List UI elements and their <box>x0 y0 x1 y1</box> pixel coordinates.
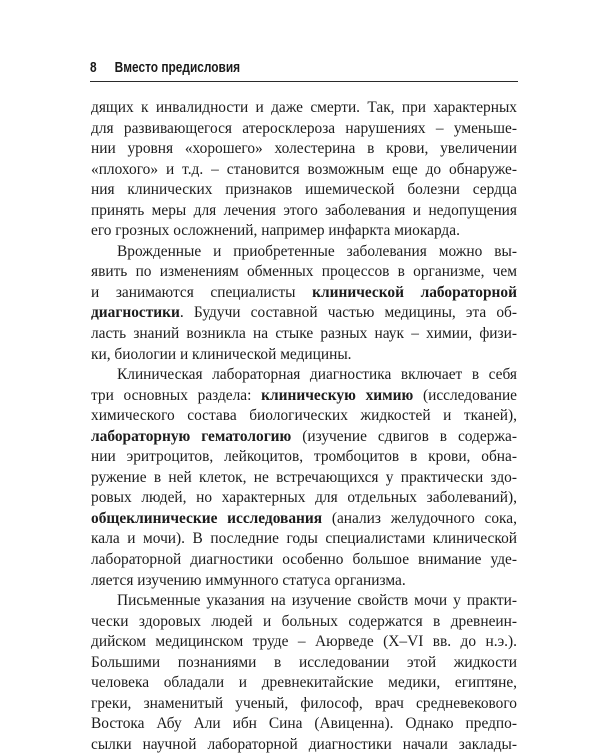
text-run: нии уровня «хорошего» холестерина в крови, увеличении <box>91 140 517 158</box>
running-header <box>90 58 438 78</box>
text-line <box>91 509 517 530</box>
text-line <box>91 160 517 181</box>
text-line <box>91 612 517 633</box>
text-run: ляется изучению иммунного статуса организма. <box>91 571 406 589</box>
header-rule <box>90 81 518 82</box>
text-run: Востока Абу Али ибн Сина (Авиценна). Однако предпо- <box>91 715 517 733</box>
bold-term: клинической лабораторной <box>312 283 517 301</box>
text-line <box>91 139 517 160</box>
text-run: нии эритроцитов, лейкоцитов, тромбоцитов в крови, обна- <box>91 448 517 466</box>
paragraph <box>91 591 517 755</box>
page-number: 8 <box>90 60 97 76</box>
paragraph <box>91 242 517 365</box>
text-run: (анализ желудочного сока, <box>322 509 517 527</box>
text-run: Клиническая лабораторная диагностика включает в себя <box>117 366 517 384</box>
text-run: ровых людей, но характерных для отдельных заболеваний), <box>91 489 517 507</box>
text-run: . Будучи составной частью медицины, эта об- <box>179 304 517 322</box>
text-line <box>91 303 517 324</box>
text-run: ласть знаний возникла на стыке разных наук – химии, физи- <box>91 325 517 343</box>
text-run: ки, биологии и клинической медицины. <box>91 345 352 363</box>
text-line <box>91 653 517 674</box>
text-run: Письменные указания на изучение свойств мочи у практи- <box>117 592 517 610</box>
bold-term: клиническую химию <box>261 386 414 404</box>
text-run: его грозных осложнений, например инфаркта миокарда. <box>91 222 460 240</box>
text-line <box>91 632 517 653</box>
text-line <box>91 365 517 386</box>
text-line <box>91 386 517 407</box>
text-line <box>91 468 517 489</box>
text-line <box>91 447 517 468</box>
text-run: лабораторной диагностики особенно большое внимание уде- <box>91 551 517 569</box>
text-line <box>91 714 517 735</box>
text-line <box>91 345 517 366</box>
text-run: «плохого» и т.д. – становится возможным еще до обнаруже- <box>91 160 517 178</box>
text-run: (изучение сдвигов в содержа- <box>291 427 517 445</box>
text-run: химического состава биологических жидкостей и тканей), <box>91 407 517 425</box>
paragraph <box>91 98 517 242</box>
text-line <box>91 242 517 263</box>
text-run: ния клинических признаков ишемической болезни сердца <box>91 181 517 199</box>
text-run: человека обладали и древнекитайские медики, египтяне, <box>91 674 517 692</box>
text-line <box>91 427 517 448</box>
text-run: сылки научной лабораторной диагностики начали заклады- <box>91 735 517 753</box>
text-line <box>91 694 517 715</box>
text-line <box>91 283 517 304</box>
bold-term: лабораторную гематологию <box>91 427 292 445</box>
text-line <box>91 488 517 509</box>
text-run: ружение в ней клеток, не встречающихся у практически здо- <box>91 468 517 486</box>
text-line <box>91 180 517 201</box>
text-line <box>91 119 517 140</box>
text-line <box>91 221 517 242</box>
text-run: дящих к инвалидности и даже смерти. Так, при характерных <box>91 99 517 116</box>
text-line <box>91 529 517 550</box>
text-run: и занимаются специалисты <box>91 283 313 301</box>
text-run: чески здоровых людей и больных содержатся в древнеин- <box>91 612 517 630</box>
bold-term: диагностики <box>91 304 180 322</box>
text-line <box>91 591 517 612</box>
text-line <box>91 550 517 571</box>
text-run: для развивающегося атеросклероза нарушениях – уменьше- <box>91 119 517 137</box>
text-line <box>91 324 517 345</box>
text-line <box>91 201 517 222</box>
text-run: кала и мочи). В последние годы специалистами клинической <box>91 530 517 548</box>
text-run: принять меры для лечения этого заболевания и недопущения <box>91 201 517 219</box>
text-run: греки, знаменитый ученый, философ, врач средневекового <box>91 694 517 712</box>
text-run: явить по изменениям обменных процессов в организме, чем <box>91 263 517 281</box>
text-line <box>91 735 517 756</box>
running-title: Вместо предисловия <box>114 60 241 76</box>
text-run: дийском медицинском труде – Аюрведе (X–VI вв. до н.э.). <box>91 633 517 651</box>
text-line <box>91 262 517 283</box>
bold-term: общеклинические исследования <box>91 509 323 527</box>
text-line <box>91 98 517 119</box>
text-run: (исследование <box>413 386 518 404</box>
text-line <box>91 673 517 694</box>
text-run: Большими познаниями в исследовании этой жидкости <box>91 653 517 671</box>
text-line <box>91 406 517 427</box>
text-line <box>91 571 517 592</box>
text-run: Врожденные и приобретенные заболевания можно вы- <box>117 242 517 260</box>
paragraph <box>91 365 517 591</box>
body-text <box>91 98 517 756</box>
text-run: три основных раздела: <box>91 386 262 404</box>
